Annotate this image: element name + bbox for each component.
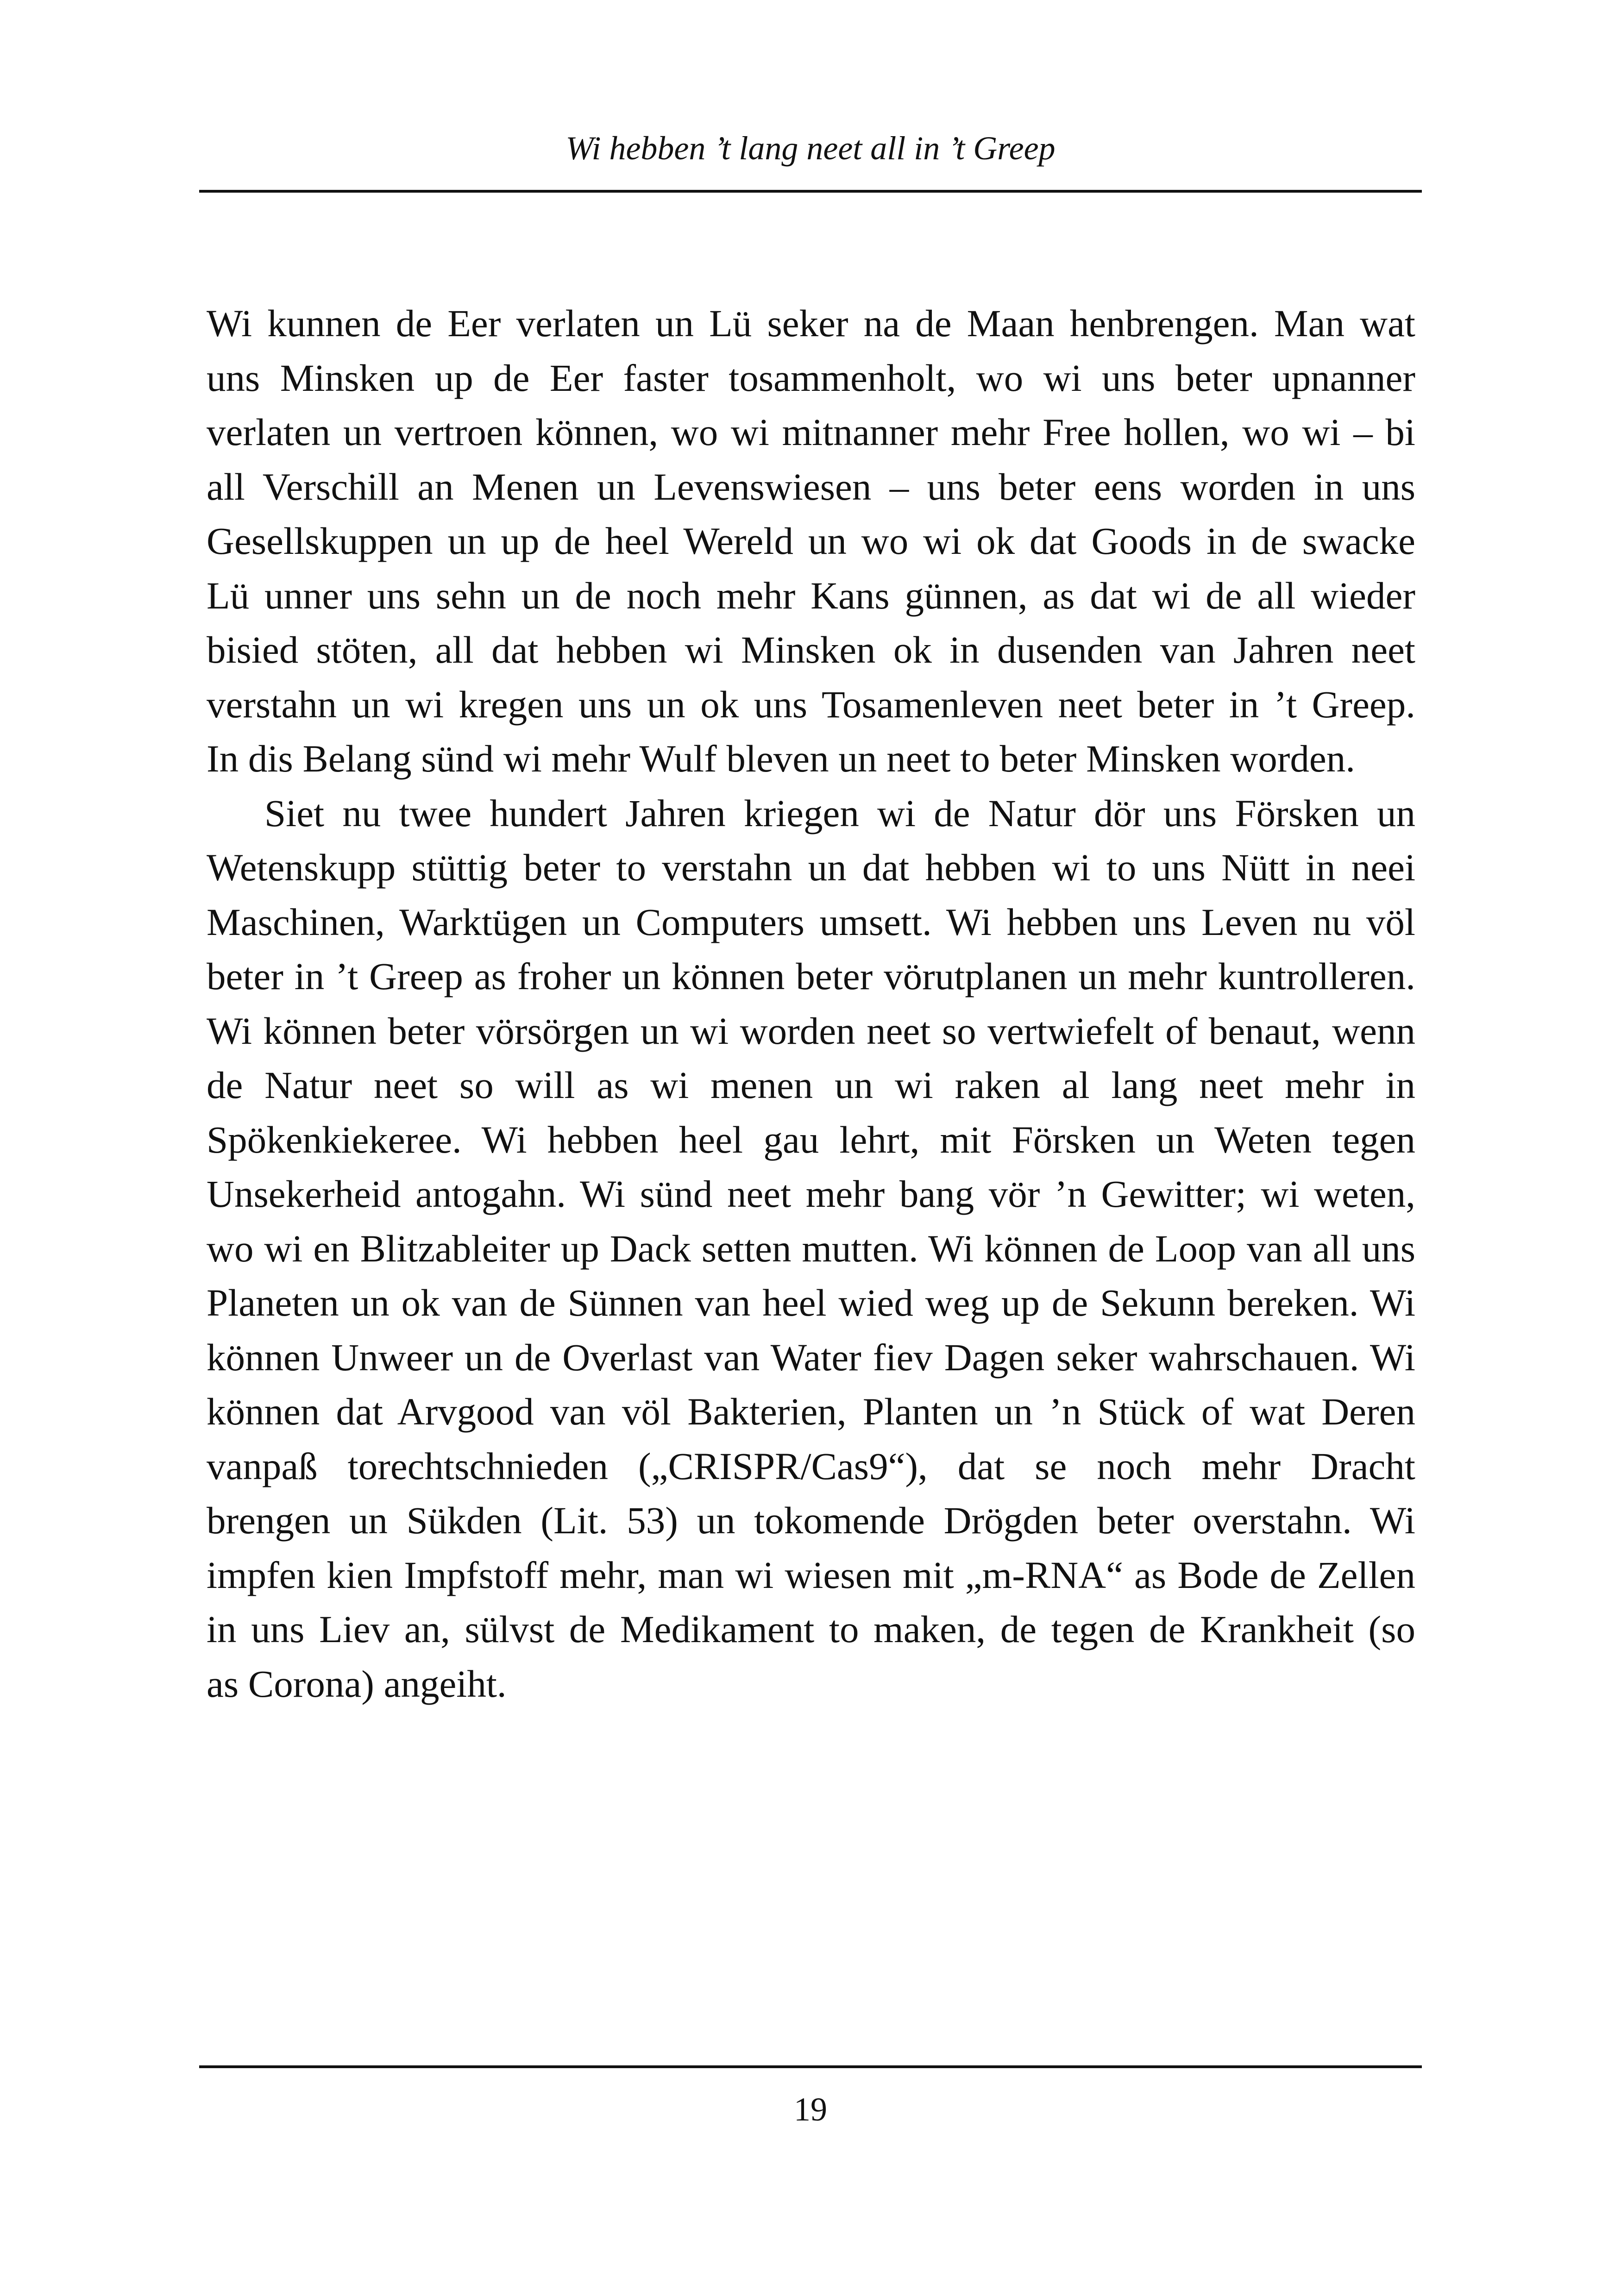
text-line: beter in ’t Greep as froher un können beter vörutplanen un mehr kuntrolleren. bbox=[207, 955, 1415, 997]
text-line: verstahn un wi kregen uns un ok uns Tosamenleven neet beter in ’t Greep. bbox=[207, 683, 1415, 726]
text-line: impfen kien Impfstoff mehr, man wi wiesen mit „m-RNA“ as Bode de Zellen bbox=[207, 1553, 1415, 1596]
text-line: Planeten un ok van de Sünnen van heel wied weg up de Sekunn bereken. Wi bbox=[207, 1281, 1415, 1324]
text-line: Gesellskuppen un up de heel Wereld un wo wi ok dat Goods in de swacke bbox=[207, 520, 1415, 562]
paragraph bbox=[207, 296, 1415, 786]
text-line: de Natur neet so will as wi menen un wi raken al lang neet mehr in bbox=[207, 1064, 1415, 1106]
text-line: Siet nu twee hundert Jahren kriegen wi de Natur dör uns Försken un bbox=[264, 791, 1415, 834]
footer-rule bbox=[199, 2065, 1422, 2068]
header-rule bbox=[199, 190, 1422, 193]
text-line: Wetenskupp stüttig beter to verstahn un dat hebben wi to uns Nütt in neei bbox=[207, 846, 1415, 889]
text-line: können dat Arvgood van völ Bakterien, Planten un ’n Stück of wat Deren bbox=[207, 1390, 1415, 1433]
text-line: Wi kunnen de Eer verlaten un Lü seker na de Maan henbrengen. Man wat bbox=[207, 302, 1415, 345]
text-line: as Corona) angeiht. bbox=[207, 1662, 507, 1705]
text-line: vanpaß torechtschnieden („CRISPR/Cas9“), dat se noch mehr Dracht bbox=[207, 1444, 1415, 1487]
text-line: Lü unner uns sehn un de noch mehr Kans günnen, as dat wi de all wieder bbox=[207, 574, 1415, 617]
page-number: 19 bbox=[794, 2091, 827, 2128]
text-line: bisied stöten, all dat hebben wi Minsken ok in dusenden van Jahren neet bbox=[207, 628, 1415, 671]
text-line: all Verschill an Menen un Levenswiesen – uns beter eens worden in uns bbox=[207, 465, 1415, 508]
text-line: uns Minsken up de Eer faster tosammenholt, wo wi uns beter upnanner bbox=[207, 356, 1415, 399]
running-head: Wi hebben ’t lang neet all in ’t Greep bbox=[565, 130, 1056, 167]
text-line: Wi können beter vörsörgen un wi worden neet so vertwiefelt of benaut, wenn bbox=[207, 1009, 1415, 1052]
text-line: In dis Belang sünd wi mehr Wulf bleven un neet to beter Minsken worden. bbox=[207, 737, 1355, 780]
text-line: können Unweer un de Overlast van Water fiev Dagen seker wahrschauen. Wi bbox=[207, 1336, 1415, 1379]
text-line: Maschinen, Warktügen un Computers umsett. Wi hebben uns Leven nu völ bbox=[207, 900, 1415, 943]
body-text bbox=[207, 296, 1415, 1711]
text-line: verlaten un vertroen können, wo wi mitnanner mehr Free hollen, wo wi – bi bbox=[207, 411, 1415, 453]
paragraph bbox=[207, 786, 1415, 1712]
text-line: Spökenkiekeree. Wi hebben heel gau lehrt, mit Försken un Weten tegen bbox=[207, 1118, 1415, 1161]
text-line: in uns Liev an, sülvst de Medikament to maken, de tegen de Krankheit (so bbox=[207, 1608, 1415, 1650]
text-line: brengen un Sükden (Lit. 53) un tokomende Drögden beter overstahn. Wi bbox=[207, 1499, 1415, 1542]
text-line: Unsekerheid antogahn. Wi sünd neet mehr bang vör ’n Gewitter; wi weten, bbox=[207, 1173, 1415, 1215]
text-line: wo wi en Blitzableiter up Dack setten mutten. Wi können de Loop van all uns bbox=[207, 1227, 1415, 1270]
